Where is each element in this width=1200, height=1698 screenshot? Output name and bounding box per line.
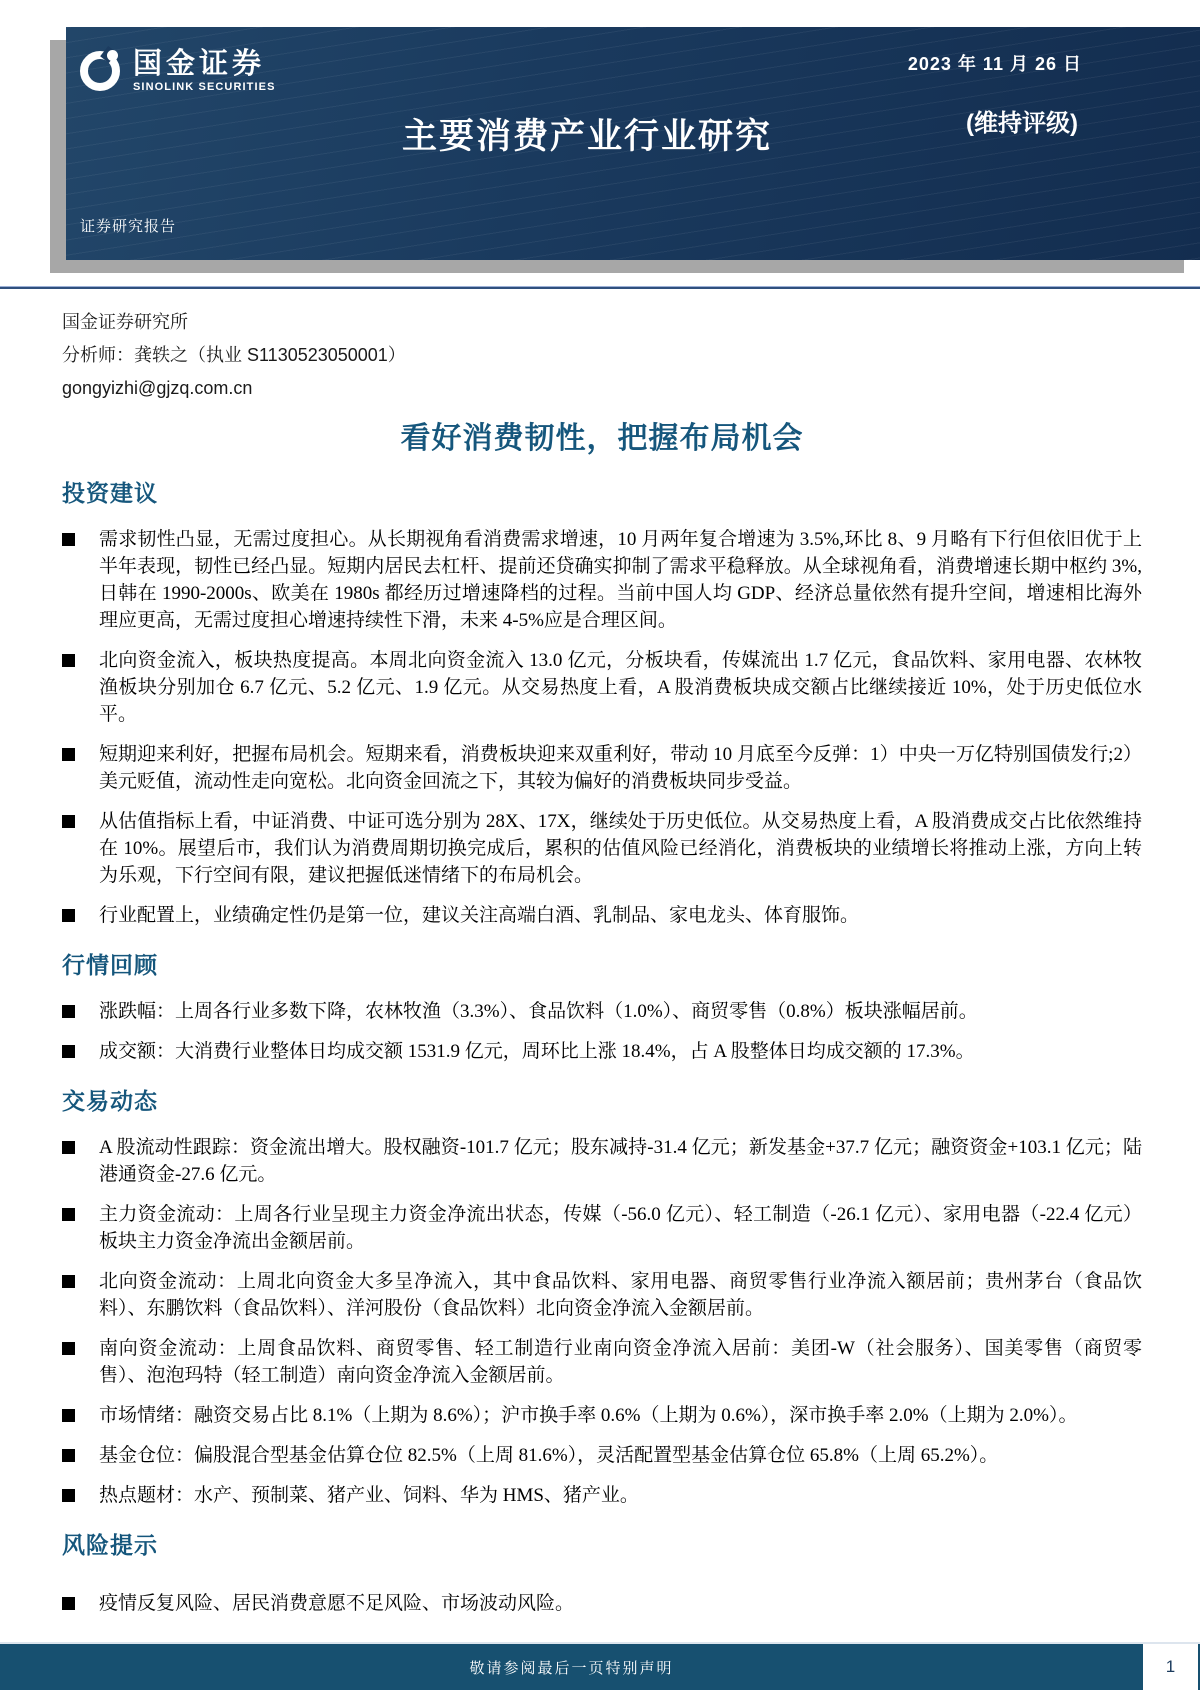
list-item [62, 1038, 1142, 1065]
list-item [62, 647, 1142, 728]
page-footer [0, 1642, 1200, 1690]
bullet-square-icon [62, 815, 75, 828]
list-item [62, 902, 1142, 929]
section-heading-investment-advice: 投资建议 [62, 480, 158, 506]
rating-badge: (维持评级) [966, 110, 1078, 137]
list-item [62, 1335, 1142, 1389]
bullet-square-icon [62, 1208, 75, 1221]
list-item [62, 1402, 1142, 1429]
banner-title: 主要消费产业行业研究 [401, 117, 772, 156]
header-banner [66, 27, 1200, 260]
list-item [62, 998, 1142, 1025]
page-number: 1 [1143, 1644, 1198, 1690]
analyst-email: gongyizhi@gjzq.com.cn [62, 378, 253, 398]
footer-disclaimer: 敬请参阅最后一页特别声明 [469, 1660, 674, 1677]
logo-name-en: SINOLINK SECURITIES [133, 81, 276, 94]
bullet-square-icon [62, 1489, 75, 1502]
bullet-text: 市场情绪：融资交易占比 8.1%（上期为 8.6%）；沪市换手率 0.6%（上期为 0.6%），深市换手率 2.0%（上期为 2.0%）。 [99, 1405, 1078, 1426]
bullet-text: A 股流动性跟踪：资金流出增大。股权融资-101.7 亿元；股东减持-31.4 亿元；新发基金+37.7 亿元；融资资金+103.1 亿元；陆港通资金-27.6 亿元。 [99, 1137, 1142, 1185]
logo-text [133, 49, 276, 94]
report-title: 看好消费韧性，把握布局机会 [400, 422, 804, 455]
list-item [62, 808, 1142, 889]
bullet-square-icon [62, 1141, 75, 1154]
bullet-square-icon [62, 1409, 75, 1422]
list-item [62, 1590, 1142, 1617]
section-heading-risk-warning: 风险提示 [62, 1532, 158, 1558]
analyst-name-line: 分析师：龚轶之（执业 S1130523050001） [62, 345, 406, 365]
list-item [62, 526, 1142, 634]
bullet-square-icon [62, 1597, 75, 1610]
report-type-label: 证券研究报告 [80, 218, 177, 235]
bullet-text: 热点题材：水产、预制菜、猪产业、饲料、华为 HMS、猪产业。 [99, 1485, 639, 1506]
report-date: 2023 年 11 月 26 日 [907, 54, 1082, 74]
bullet-text: 南向资金流动：上周食品饮料、商贸零售、轻工制造行业南向资金净流入居前：美团-W（社会服务）、国美零售（商贸零售）、泡泡玛特（轻工制造）南向资金净流入金额居前。 [99, 1338, 1142, 1386]
bullet-square-icon [62, 1275, 75, 1288]
bullet-square-icon [62, 1045, 75, 1058]
header-divider [0, 286, 1200, 289]
bullet-text: 涨跌幅：上周各行业多数下降，农林牧渔（3.3%）、食品饮料（1.0%）、商贸零售（0.8%）板块涨幅居前。 [99, 1001, 978, 1022]
analyst-block [62, 306, 1142, 405]
list-item [62, 1268, 1142, 1322]
list-item [62, 1442, 1142, 1469]
bullet-text: 北向资金流入，板块热度提高。本周北向资金流入 13.0 亿元，分板块看，传媒流出 1.7 亿元，食品饮料、家用电器、农林牧渔板块分别加仓 6.7 亿元、5.2 亿元、1.9 亿元。从交易热度上看，A 股消费板块成交额占比继续接近 10%，处于历史低位水平。 [99, 650, 1142, 725]
bullet-square-icon [62, 533, 75, 546]
list-item [62, 741, 1142, 795]
bullet-square-icon [62, 1342, 75, 1355]
bullet-text: 北向资金流动：上周北向资金大多呈净流入，其中食品饮料、家用电器、商贸零售行业净流入额居前；贵州茅台（食品饮料）、东鹏饮料（食品饮料）、洋河股份（食品饮料）北向资金净流入金额居前。 [99, 1271, 1142, 1319]
bullet-square-icon [62, 654, 75, 667]
list-item [62, 1482, 1142, 1509]
bullet-square-icon [62, 909, 75, 922]
bullet-text: 主力资金流动：上周各行业呈现主力资金净流出状态，传媒（-56.0 亿元）、轻工制造（-26.1 亿元）、家用电器（-22.4 亿元）板块主力资金净流出金额居前。 [99, 1204, 1142, 1252]
bullet-text: 从估值指标上看，中证消费、中证可选分别为 28X、17X，继续处于历史低位。从交易热度上看，A 股消费成交占比依然维持在 10%。展望后市，我们认为消费周期切换完成后，累积的估值风险已经消化，消费板块的业绩增长将推动上涨，方向上转为乐观，下行空间有限，建议把握低迷情绪下的布局机会。 [99, 811, 1142, 886]
bullet-text: 成交额：大消费行业整体日均成交额 1531.9 亿元，周环比上涨 18.4%，占 A 股整体日均成交额的 17.3%。 [99, 1041, 975, 1062]
bullet-square-icon [62, 748, 75, 761]
company-logo [80, 49, 276, 94]
report-body [62, 296, 1142, 1630]
bullet-text: 行业配置上，业绩确定性仍是第一位，建议关注高端白酒、乳制品、家电龙头、体育服饰。 [99, 905, 860, 926]
list-item [62, 1134, 1142, 1188]
bullet-text: 疫情反复风险、居民消费意愿不足风险、市场波动风险。 [99, 1593, 575, 1614]
bullet-square-icon [62, 1005, 75, 1018]
bullet-square-icon [62, 1449, 75, 1462]
logo-name-cn: 国金证券 [133, 48, 266, 80]
sinolink-logo-icon [80, 51, 120, 91]
institute-name: 国金证券研究所 [62, 312, 188, 332]
section-heading-market-review: 行情回顾 [62, 952, 158, 978]
list-item [62, 1201, 1142, 1255]
bullet-text: 基金仓位：偏股混合型基金估算仓位 82.5%（上周 81.6%），灵活配置型基金估算仓位 65.8%（上周 65.2%）。 [99, 1445, 999, 1466]
bullet-text: 需求韧性凸显，无需过度担心。从长期视角看消费需求增速，10 月两年复合增速为 3.5%,环比 8、9 月略有下行但依旧优于上半年表现，韧性已经凸显。短期内居民去杠杆、提前还贷确实抑制了需求平稳释放。从全球视角看，消费增速长期中枢约 3%, 日韩在 1990-2000s、欧美在 1980s 都经历过增速降档的过程。当前中国人均 GDP、经济总量依然有提升空间，增速相比海外理应更高，无需过度担心增速持续性下滑，未来 4-5%应是合理区间。 [99, 529, 1142, 631]
section-heading-trading-dynamics: 交易动态 [62, 1088, 158, 1114]
bullet-text: 短期迎来利好，把握布局机会。短期来看，消费板块迎来双重利好，带动 10 月底至今反弹：1）中央一万亿特别国债发行;2）美元贬值，流动性走向宽松。北向资金回流之下，其较为偏好的消费板块同步受益。 [99, 744, 1142, 792]
